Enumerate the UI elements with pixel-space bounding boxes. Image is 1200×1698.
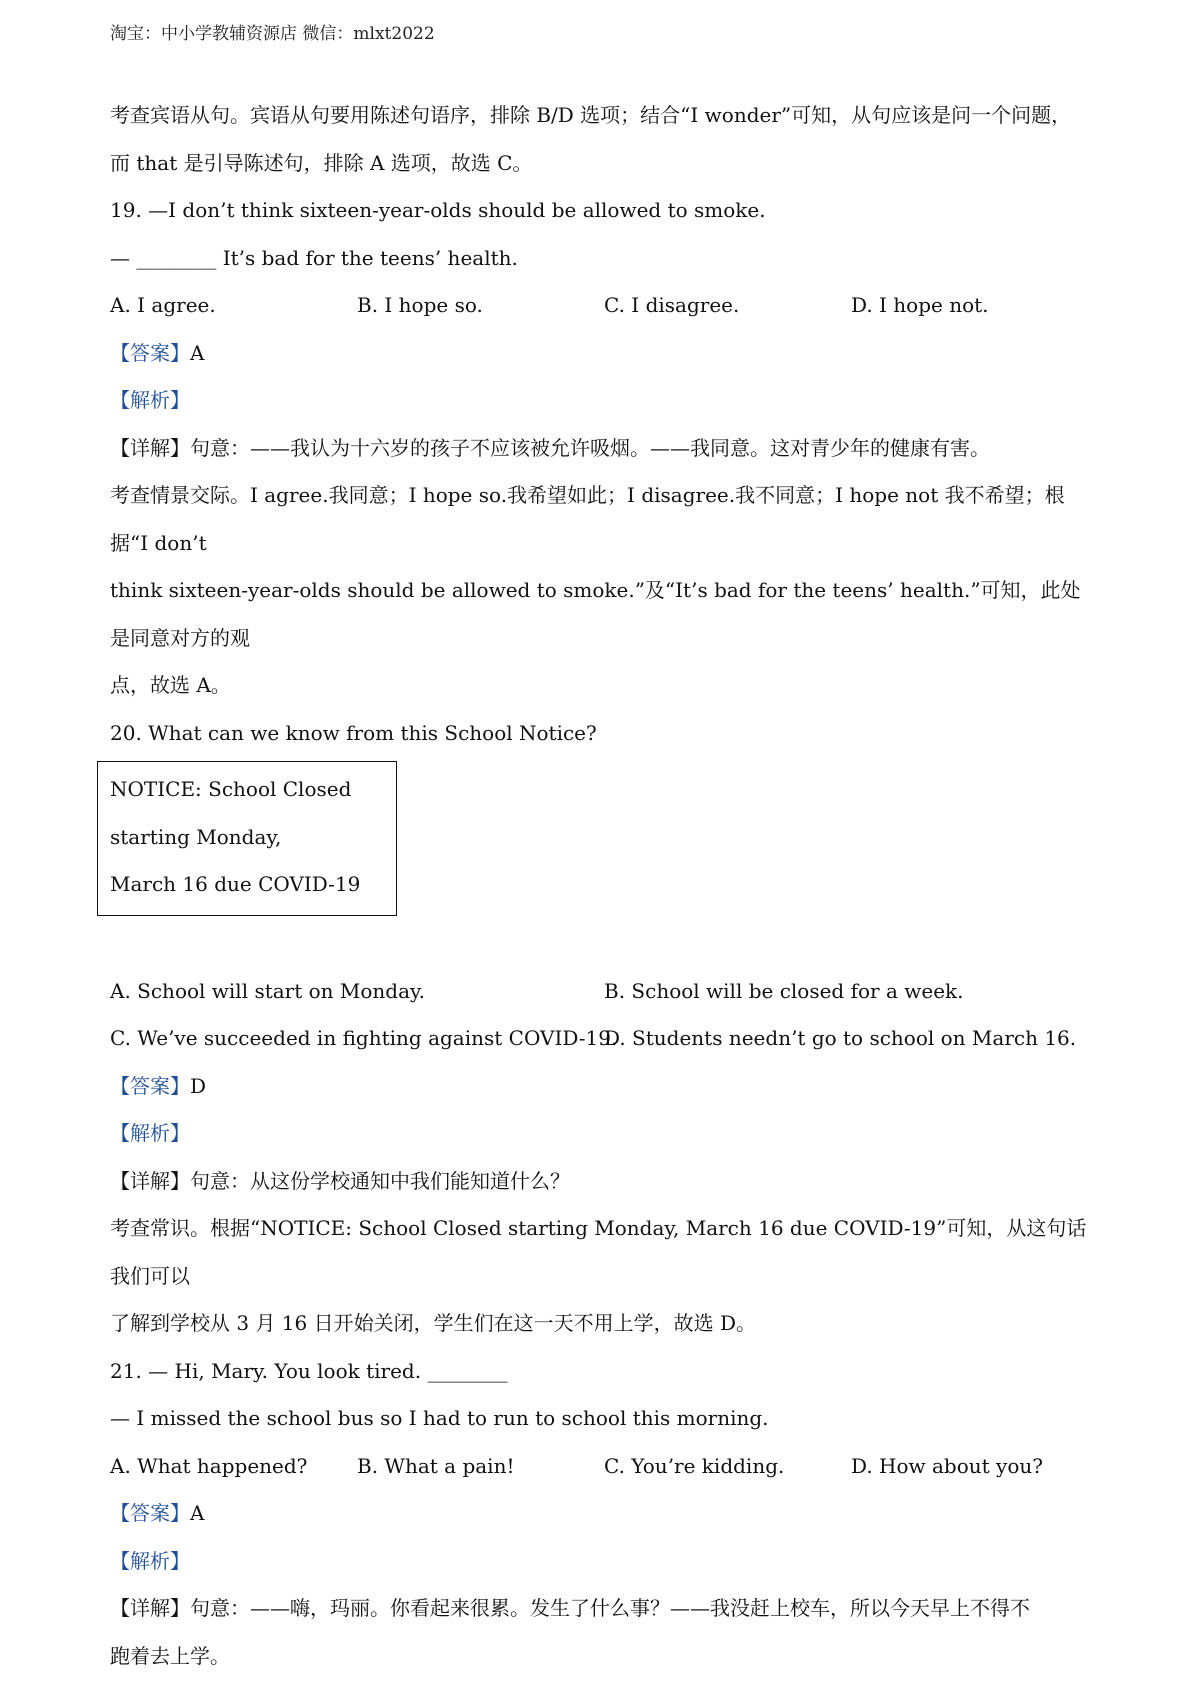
question-21-reply: — I missed the school bus so I had to run to school this morning. bbox=[110, 1406, 769, 1430]
option-d: D. I hope not. bbox=[851, 293, 989, 317]
question-20-stem: 20. What can we know from this School Notice? bbox=[110, 720, 597, 745]
answer-line bbox=[110, 330, 1100, 378]
detail-tag: 【详解】 bbox=[110, 1596, 190, 1620]
detail-line: 跑着去上学。 bbox=[110, 1643, 230, 1668]
analysis-line bbox=[110, 1538, 1100, 1586]
option-a: A. I agree. bbox=[110, 293, 216, 317]
explanation-line: 考查常识。根据“NOTICE: School Closed starting Monday, March 16 due COVID-19”可知，从这句话我们可以 bbox=[110, 1216, 1087, 1288]
detail-line bbox=[110, 1158, 1100, 1206]
answer-value: A bbox=[190, 1501, 205, 1525]
question-21-options bbox=[110, 1443, 1100, 1491]
page-header: 淘宝：中小学教辅资源店 微信：mlxt2022 bbox=[110, 24, 435, 44]
answer-line bbox=[110, 1490, 1100, 1538]
option-d: D. How about you? bbox=[851, 1453, 1043, 1478]
question-20-options-row1 bbox=[110, 968, 1100, 1016]
answer-tag: 【答案】 bbox=[110, 1073, 190, 1098]
detail-line bbox=[110, 425, 1100, 473]
option-a: A. What happened? bbox=[110, 1453, 308, 1478]
question-19-stem: 19. —I don’t think sixteen-year-olds should be allowed to smoke. bbox=[110, 198, 766, 222]
explanation-line: 了解到学校从 3 月 16 日开始关闭，学生们在这一天不用上学，故选 D。 bbox=[110, 1311, 756, 1335]
option-a: A. School will start on Monday. bbox=[110, 978, 426, 1003]
answer-value: A bbox=[190, 340, 205, 365]
analysis-line bbox=[110, 1110, 1100, 1158]
detail-text: 句意：从这份学校通知中我们能知道什么？ bbox=[190, 1168, 570, 1193]
explanation-line: think sixteen-year-olds should be allowed to smoke.”及“It’s bad for the teens’ health.”可知，此处是同意对方的观 bbox=[110, 578, 1081, 650]
notice-line: March 16 due COVID-19 bbox=[110, 872, 361, 896]
notice-line: starting Monday, bbox=[110, 824, 282, 849]
option-b: B. School will be closed for a week. bbox=[604, 978, 964, 1003]
notice-line: NOTICE: School Closed bbox=[110, 777, 352, 801]
answer-value: D bbox=[190, 1073, 207, 1098]
explanation-line: 考查宾语从句。宾语从句要用陈述句语序，排除 B/D 选项；结合“I wonder”可知，从句应该是问一个问题， bbox=[110, 103, 1072, 127]
answer-tag: 【答案】 bbox=[110, 1501, 190, 1525]
spacer bbox=[110, 916, 1100, 968]
option-c: C. You’re kidding. bbox=[604, 1453, 785, 1478]
explanation-line: 而 that 是引导陈述句，排除 A 选项，故选 C。 bbox=[110, 150, 533, 175]
detail-text: 句意：——嗨，玛丽。你看起来很累。发生了什么事？——我没赶上校车，所以今天早上不得不 bbox=[190, 1596, 1030, 1620]
analysis-tag: 【解析】 bbox=[110, 388, 190, 412]
explanation-line: 点，故选 A。 bbox=[110, 673, 231, 697]
detail-tag: 【详解】 bbox=[110, 435, 190, 460]
detail-text: 句意：——我认为十六岁的孩子不应该被允许吸烟。——我同意。这对青少年的健康有害。 bbox=[190, 435, 990, 460]
option-b: B. What a pain! bbox=[357, 1453, 515, 1478]
option-c: C. We’ve succeeded in fighting against COVID-19. bbox=[110, 1026, 618, 1050]
detail-line bbox=[110, 1585, 1100, 1633]
answer-line bbox=[110, 1063, 1100, 1111]
question-19-reply: — ________ It’s bad for the teens’ health. bbox=[110, 245, 518, 270]
document-body bbox=[110, 92, 1100, 1680]
option-d: D. Students needn’t go to school on March 16. bbox=[604, 1026, 1077, 1050]
option-c: C. I disagree. bbox=[604, 293, 740, 317]
question-20-options-row2 bbox=[110, 1015, 1100, 1063]
question-21-stem: 21. — Hi, Mary. You look tired. ________ bbox=[110, 1358, 508, 1383]
analysis-line bbox=[110, 377, 1100, 425]
option-b: B. I hope so. bbox=[357, 293, 483, 317]
question-19-options bbox=[110, 282, 1100, 330]
answer-tag: 【答案】 bbox=[110, 340, 190, 365]
school-notice-box bbox=[97, 761, 397, 916]
detail-tag: 【详解】 bbox=[110, 1168, 190, 1193]
explanation-line: 考查情景交际。I agree.我同意；I hope so.我希望如此；I disagree.我不同意；I hope not 我不希望；根据“I don’t bbox=[110, 483, 1065, 555]
analysis-tag: 【解析】 bbox=[110, 1548, 190, 1573]
analysis-tag: 【解析】 bbox=[110, 1121, 190, 1145]
